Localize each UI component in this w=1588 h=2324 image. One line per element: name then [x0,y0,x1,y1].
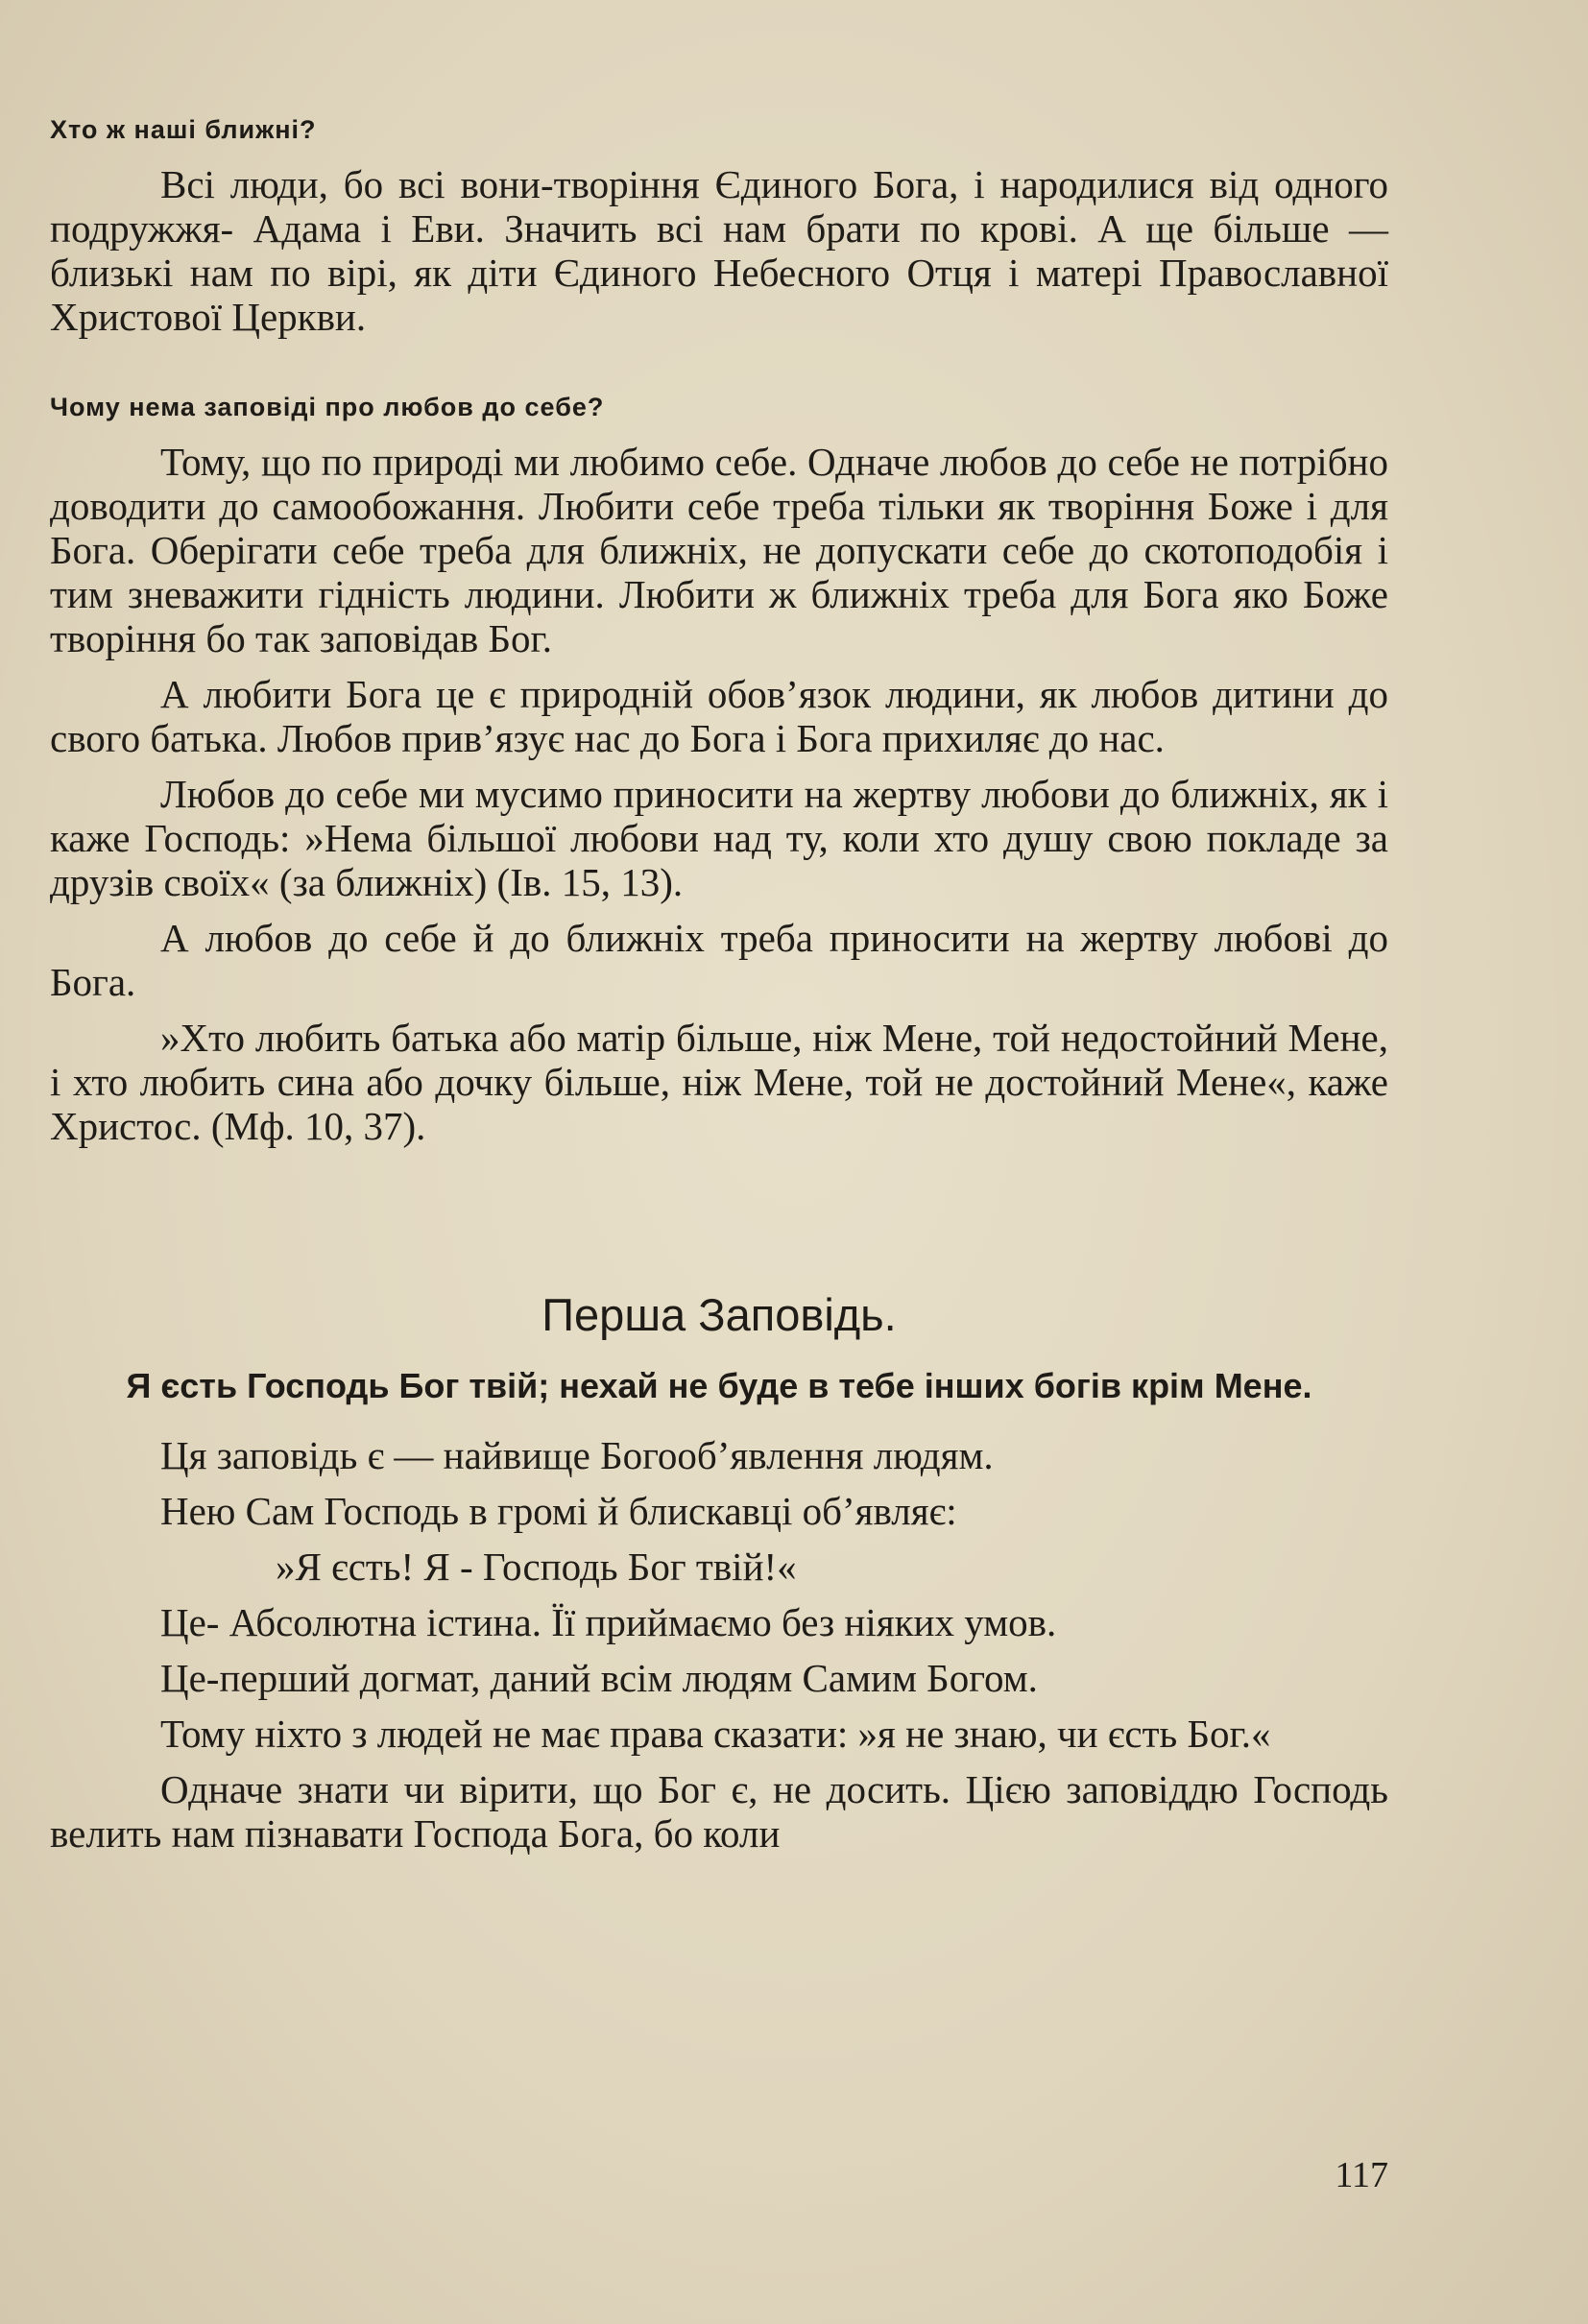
spacer [50,660,1388,672]
spacer [50,760,1388,772]
paragraph: А любити Бога це є природній обов’язок людини, як любов дитини до свого батька. Любов прив’язує нас до Бога і Бога прихиляє до нас. [50,672,1388,760]
page-content [50,115,1388,1856]
paragraph: Всі люди, бо всі вони-творіння Єдиного Бога, і народилися від одного подружжя- Адама і Еви. Значить всі нам брати по крові. А ще більше — близькі нам по вірі, як діти Єдиного Небесного Отця і матері Православної Христової Церкви. [50,162,1388,339]
spacer [50,1004,1388,1016]
spacer [50,904,1388,916]
paragraph: Одначе знати чи вірити, що Бог є, не досить. Цією заповіддю Господь велить нам пізнавати Господа Бога, бо коли [50,1767,1388,1856]
paragraph: Ця заповідь є — найвище Богооб’явлення людям. [160,1433,994,1477]
paragraph: А любов до себе й до ближніх треба приносити на жертву любові до Бога. [50,916,1388,1004]
paragraph: »Хто любить батька або матір більше, ніж Мене, той недостойний Мене, і хто любить сина або дочку більше, ніж Мене, той не достойний Мене«, каже Христос. (Мф. 10, 37). [50,1016,1388,1148]
page-number: 117 [1335,2155,1388,2195]
question-heading-self-love: Чому нема заповіді про любов до себе? [50,393,605,421]
paragraph: Це- Абсолютна істина. Її приймаємо без ніяких умов. [160,1600,1057,1644]
spacer [50,1756,1388,1767]
question-heading-neighbors: Хто ж наші ближні? [50,115,317,144]
paragraph: Нею Сам Господь в громі й блискавці об’являє: [160,1489,957,1533]
commandment-text: Я єсть Господь Бог твій; нехай не буде в тебе інших богів крім Мене. [126,1366,1312,1405]
spacer [50,1589,1388,1600]
section-title: Перша Заповідь. [541,1289,897,1340]
spacer [50,1533,1388,1545]
quote-line: »Я єсть! Я - Господь Бог твій!« [276,1545,797,1589]
paragraph: Тому ніхто з людей не має права сказати: »я не знаю, чи єсть Бог.« [160,1712,1271,1756]
spacer [50,1644,1388,1656]
paragraph: Тому, що по природі ми любимо себе. Одначе любов до себе не потрібно доводити до самообожання. Любити себе треба тільки як творіння Боже і для Бога. Оберігати себе треба для ближніх, не допускати себе до скотоподобія і тим зневажити гідність людини. Любити ж ближніх треба для Бога яко Боже творіння бо так заповідав Бог. [50,440,1388,660]
spacer [50,1477,1388,1489]
spacer [50,1148,1388,1288]
spacer [50,339,1388,393]
paragraph: Любов до себе ми мусимо приносити на жертву любови до ближніх, як і каже Господь: »Нема більшої любови над ту, коли хто душу свою покладе за друзів своїх« (за ближніх) (Ів. 15, 13). [50,772,1388,904]
spacer [50,1700,1388,1712]
paragraph: Це-перший догмат, даний всім людям Самим Богом. [160,1656,1038,1700]
